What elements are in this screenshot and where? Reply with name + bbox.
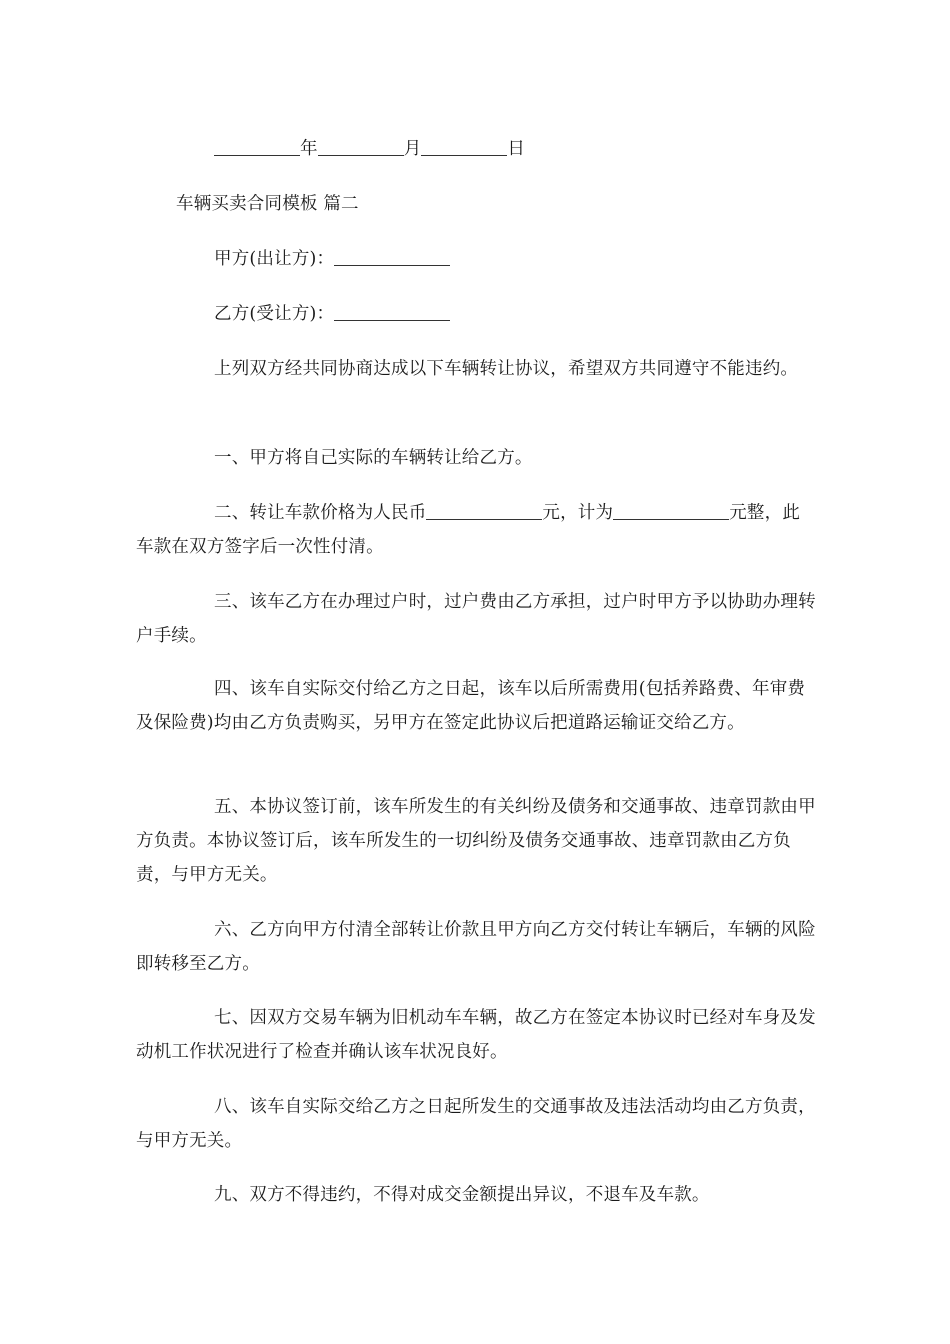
party-a-blank — [334, 248, 450, 267]
clause-2-text-b: 元，计为 — [542, 503, 614, 523]
date-line — [214, 132, 894, 166]
amount-words-blank — [613, 502, 729, 521]
clause-5-text: 五、本协议签订前，该车所发生的有关纠纷及债务和交通事故、违章罚款由甲方负责。本协议签订后，该车所发生的一切纠纷及债务交通事故、违章罚款由乙方负责，与甲方无关。 — [136, 797, 816, 885]
clause-4-text: 四、该车自实际交付给乙方之日起，该车以后所需费用(包括养路费、年审费及保险费)均由乙方负责购买，另甲方在签定此协议后把道路运输证交给乙方。 — [136, 679, 806, 733]
intro-text: 上列双方经共同协商达成以下车辆转让协议，希望双方共同遵守不能违约。 — [214, 359, 799, 379]
clause-8 — [136, 1090, 816, 1158]
month-label: 月 — [403, 139, 422, 159]
clause-5 — [136, 790, 816, 892]
price-blank — [426, 502, 542, 521]
clause-2-text-c: 元整，此车款在双方签字后一次性付清。 — [136, 503, 801, 557]
clause-1-text: 一、甲方将自己实际的车辆转让给乙方。 — [214, 448, 533, 468]
intro-paragraph — [136, 352, 816, 386]
month-blank — [318, 138, 404, 157]
clause-2-text-a: 二、转让车款价格为人民币 — [214, 503, 427, 523]
clause-6 — [136, 913, 816, 981]
clause-4 — [136, 672, 816, 740]
day-label: 日 — [507, 139, 526, 159]
section-heading: 车辆买卖合同模板 篇二 — [176, 194, 359, 214]
clause-7 — [136, 1001, 816, 1069]
clause-7-text: 七、因双方交易车辆为旧机动车车辆，故乙方在签定本协议时已经对车身及发动机工作状况进行了检查并确认该车状况良好。 — [136, 1008, 816, 1062]
clause-3-text: 三、该车乙方在办理过户时，过户费由乙方承担，过户时甲方予以协助办理转户手续。 — [136, 592, 816, 646]
clause-9-text: 九、双方不得违约，不得对成交金额提出异议，不退车及车款。 — [214, 1185, 710, 1205]
party-b-label: 乙方(受让方)： — [214, 304, 335, 324]
year-label: 年 — [300, 139, 318, 159]
party-b-blank — [334, 303, 450, 322]
clause-3 — [136, 585, 816, 653]
clause-2 — [136, 496, 816, 564]
clause-9 — [136, 1178, 816, 1212]
clause-1 — [136, 441, 816, 475]
party-a-label: 甲方(出让方)： — [214, 249, 335, 269]
party-a-line — [214, 242, 894, 276]
party-b-line — [214, 297, 894, 331]
day-blank — [421, 138, 507, 157]
year-blank — [214, 138, 300, 157]
clause-6-text: 六、乙方向甲方付清全部转让价款且甲方向乙方交付转让车辆后，车辆的风险即转移至乙方。 — [136, 920, 816, 974]
clause-8-text: 八、该车自实际交给乙方之日起所发生的交通事故及违法活动均由乙方负责，与甲方无关。 — [136, 1097, 816, 1151]
